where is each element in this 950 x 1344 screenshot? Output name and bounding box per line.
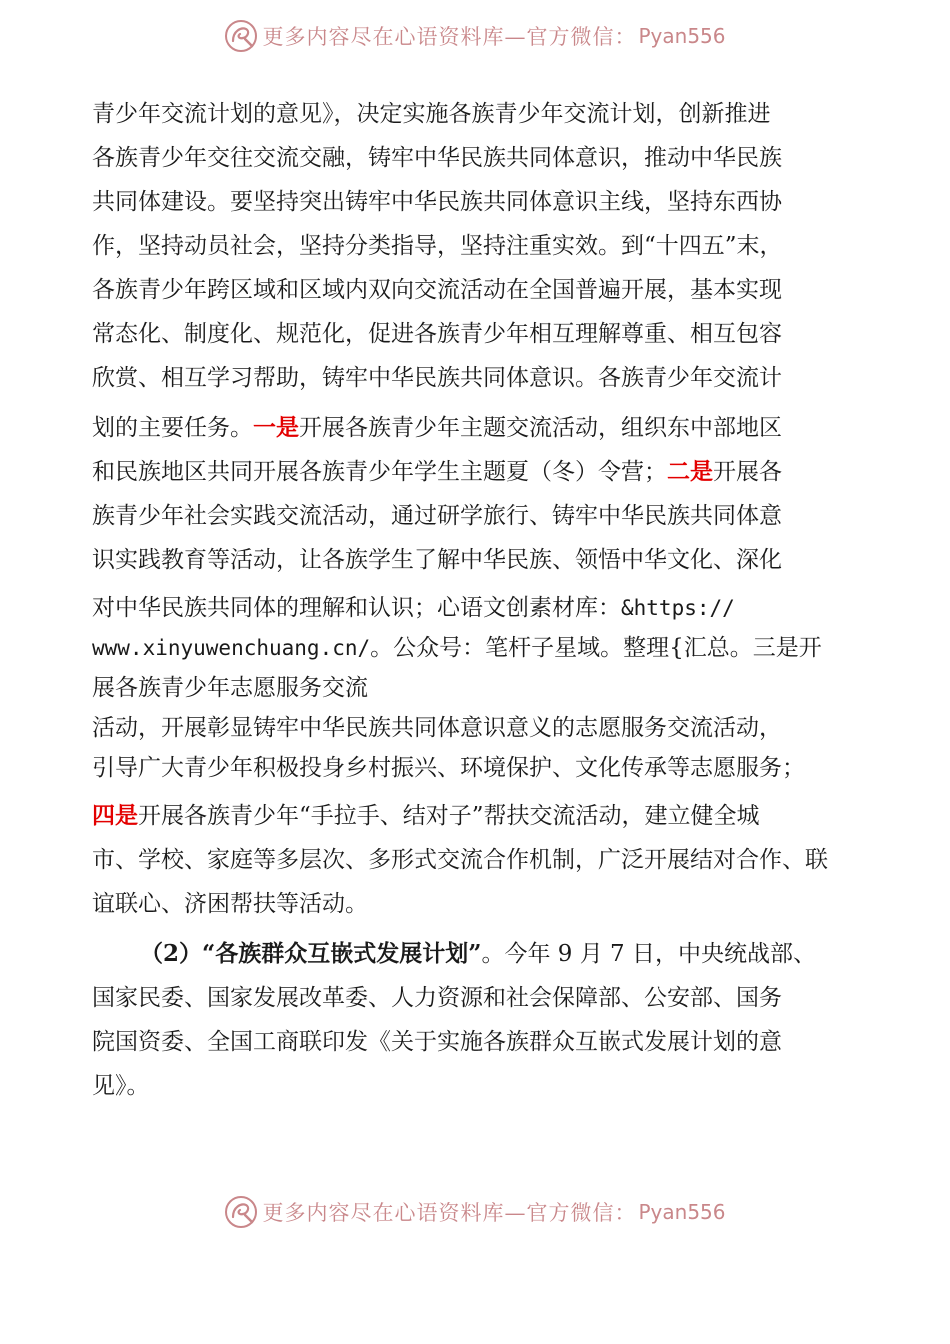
text-segment: 。今年 9 月 7 日，中央统战部、 (481, 941, 816, 967)
brand-logo-icon (224, 19, 258, 53)
text-line: 识实践教育等活动，让各族学生了解中华民族、领悟中华文化、深化 (92, 547, 782, 573)
text-segment: 开展各族青少年“手拉手、结对子”帮扶交流活动，建立健全城 (138, 803, 760, 829)
text-segment: 和民族地区共同开展各族青少年学生主题夏（冬）令营； (92, 459, 667, 485)
text-line: 各族青少年交往交流交融，铸牢中华民族共同体意识，推动中华民族 (92, 145, 782, 171)
header-banner-wechat: Pyan556 (638, 24, 726, 48)
text-line: 青少年交流计划的意见》，决定实施各族青少年交流计划，创新推进 (92, 101, 771, 127)
text-line: 常态化、制度化、规范化，促进各族青少年相互理解尊重、相互包容 (92, 321, 782, 347)
text-line: 引导广大青少年积极投身乡村振兴、环境保护、文化传承等志愿服务； (92, 755, 805, 781)
header-banner-text: 更多内容尽在心语资料库—官方微信： (262, 25, 637, 49)
text-segment: 。公众号：笔杆子星域。整理{汇总。三是开 (370, 635, 822, 661)
url-link[interactable]: &https:// (621, 596, 735, 620)
text-segment: 开展各 (713, 459, 782, 485)
document-body (92, 92, 882, 1108)
text-line: 国家民委、国家发展改革委、人力资源和社会保障部、公安部、国务 (92, 985, 782, 1011)
text-line: 各族青少年跨区域和区域内双向交流活动在全国普遍开展，基本实现 (92, 277, 782, 303)
text-line: 作，坚持动员社会，坚持分类指导，坚持注重实效。到“十四五”末， (92, 233, 783, 259)
text-line: 族青少年社会实践交流活动，通过研学旅行、铸牢中华民族共同体意 (92, 503, 782, 529)
text-line: 活动，开展彰显铸牢中华民族共同体意识意义的志愿服务交流活动， (92, 715, 782, 741)
text-segment: 对中华民族共同体的理解和认识；心语文创素材库： (92, 595, 621, 621)
text-line (92, 588, 882, 628)
text-line: 院国资委、全国工商联印发《关于实施各族群众互嵌式发展计划的意 (92, 1029, 782, 1055)
text-segment: 划的主要任务。 (92, 415, 253, 441)
footer-banner-text: 更多内容尽在心语资料库—官方微信： (262, 1201, 637, 1225)
text-line: 共同体建设。要坚持突出铸牢中华民族共同体意识主线，坚持东西协 (92, 189, 782, 215)
brand-logo-icon (224, 1195, 258, 1229)
text-line: 欣赏、相互学习帮助，铸牢中华民族共同体意识。各族青少年交流计 (92, 365, 782, 391)
header-banner (0, 16, 950, 56)
highlight-first: 一是 (253, 415, 299, 441)
text-line: 谊联心、济困帮扶等活动。 (92, 891, 368, 917)
url-link[interactable]: www.xinyuwenchuang.cn/ (92, 636, 371, 660)
text-segment: 开展各族青少年主题交流活动，组织东中部地区 (299, 415, 782, 441)
section-title: “各族群众互嵌式发展计划” (202, 940, 482, 967)
text-line: 见》。 (92, 1073, 150, 1099)
text-line (92, 406, 882, 450)
text-line: 展各族青少年志愿服务交流 (92, 675, 368, 701)
text-line (92, 794, 882, 838)
text-line: 市、学校、家庭等多层次、多形式交流合作机制，广泛开展结对合作、联 (92, 847, 828, 873)
text-line (92, 450, 882, 494)
text-line (92, 628, 882, 668)
footer-banner-wechat: Pyan556 (638, 1200, 726, 1224)
text-line (92, 932, 882, 976)
section-number: （2） (140, 940, 203, 967)
highlight-second: 二是 (667, 459, 713, 485)
highlight-fourth: 四是 (92, 803, 138, 829)
footer-banner (0, 1192, 950, 1232)
